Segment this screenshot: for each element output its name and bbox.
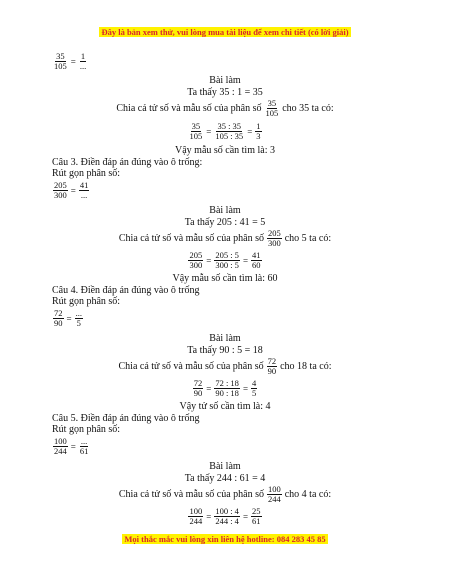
- hotline-text: Mọi thắc mắc vui lòng xin liên hệ hotline: 084 283 45 85: [124, 534, 326, 544]
- fraction: $\frac{205 : 5}{300 : 5}$: [215, 250, 239, 270]
- calculation: $\frac{35}{105}$ = $\frac{35 : 35}{105 : 35}$ = $\frac{1}{3}$: [189, 121, 261, 141]
- fraction: $\frac{35}{105}$: [189, 121, 203, 141]
- answer: Vậy tử số cần tìm là: 4: [179, 401, 271, 412]
- fraction: $\frac{35}{105}$: [54, 51, 67, 71]
- instruction: Rút gọn phân số:: [52, 168, 121, 179]
- calculation: $\frac{100}{244}$ = $\frac{100 : 4}{244 : 4}$ = $\frac{25}{61}$: [189, 506, 261, 526]
- answer: Vậy mẫu số cần tìm là: 60: [172, 273, 278, 284]
- calculation: $\frac{205}{300}$ = $\frac{205 : 5}{300 : 5}$ = $\frac{41}{60}$: [189, 250, 261, 270]
- division-statement: Chia cả tử số và mẫu số của phân số $\frac{35}{105}$ cho 35 ta có:: [116, 98, 334, 118]
- division-statement: Chia cả tử số và mẫu số của phân số $\frac{72}{90}$ cho 18 ta có:: [118, 356, 332, 376]
- division-statement: Chia cả tử số và mẫu số của phân số $\frac{205}{300}$ cho 5 ta có:: [118, 228, 332, 248]
- solution-title: Bài làm: [209, 333, 241, 344]
- solution-title: Bài làm: [209, 205, 241, 216]
- answer: Vậy mẫu số cần tìm là: 3: [175, 145, 275, 156]
- q2-problem: $\frac{35}{105}$ = $\frac{1}{...}$: [54, 51, 87, 71]
- fraction: $\frac{...}{61}$: [79, 436, 89, 456]
- fraction: $\frac{41}{60}$: [252, 250, 261, 270]
- solution-title: Bài làm: [209, 461, 241, 472]
- calculation: $\frac{72}{90}$ = $\frac{72 : 18}{90 : 18}$ = $\frac{4}{5}$: [193, 378, 257, 398]
- fraction: $\frac{35}{105}$: [265, 98, 279, 118]
- fraction: $\frac{205}{300}$: [54, 180, 67, 200]
- fraction: $\frac{100}{244}$: [267, 484, 281, 504]
- fraction: $\frac{72}{90}$: [54, 308, 63, 328]
- fraction: $\frac{35 : 35}{105 : 35}$: [215, 121, 244, 141]
- fraction: $\frac{100}{244}$: [189, 506, 203, 526]
- fraction: $\frac{4}{5}$: [252, 378, 257, 398]
- fraction: $\frac{72}{90}$: [193, 378, 203, 398]
- fraction: $\frac{205}{300}$: [267, 228, 281, 248]
- fraction: $\frac{1}{...}$: [79, 51, 87, 71]
- hotline-banner: [0, 534, 450, 545]
- question-title: Câu 3. Điền đáp án đúng vào ô trống:: [52, 157, 203, 168]
- instruction: Rút gọn phân số:: [52, 296, 121, 307]
- fraction: $\frac{100 : 4}{244 : 4}$: [215, 506, 239, 526]
- fraction: $\frac{41}{...}$: [79, 180, 89, 200]
- observation: Ta thấy 244 : 61 = 4: [184, 473, 266, 484]
- fraction: $\frac{1}{3}$: [256, 121, 261, 141]
- question-title: Câu 4. Điền đáp án đúng vào ô trống: [52, 285, 200, 296]
- fraction: $\frac{72 : 18}{90 : 18}$: [215, 378, 239, 398]
- solution-title: Bài làm: [209, 75, 241, 86]
- preview-notice-text: Đây là bản xem thử, vui lòng mua tài liệu để xem chi tiết (có lời giải): [101, 27, 349, 37]
- q3-problem: $\frac{205}{300}$ = $\frac{41}{...}$: [54, 180, 89, 200]
- q4-problem: $\frac{72}{90}$ = $\frac{...}{5}$: [54, 308, 82, 328]
- division-statement: Chia cả tử số và mẫu số của phân số $\frac{100}{244}$ cho 4 ta có:: [118, 484, 332, 504]
- fraction: $\frac{100}{244}$: [54, 436, 67, 456]
- fraction: $\frac{...}{5}$: [75, 308, 82, 328]
- fraction: $\frac{205}{300}$: [189, 250, 203, 270]
- question-title: Câu 5. Điền đáp án đúng vào ô trống: [52, 413, 200, 424]
- observation: Ta thấy 35 : 1 = 35: [187, 87, 263, 98]
- q5-problem: $\frac{100}{244}$ = $\frac{...}{61}$: [54, 436, 89, 456]
- observation: Ta thấy 205 : 41 = 5: [184, 217, 266, 228]
- fraction: $\frac{25}{61}$: [252, 506, 261, 526]
- observation: Ta thấy 90 : 5 = 18: [187, 345, 263, 356]
- preview-notice-banner: [0, 27, 450, 38]
- fraction: $\frac{72}{90}$: [267, 356, 277, 376]
- instruction: Rút gọn phân số:: [52, 424, 121, 435]
